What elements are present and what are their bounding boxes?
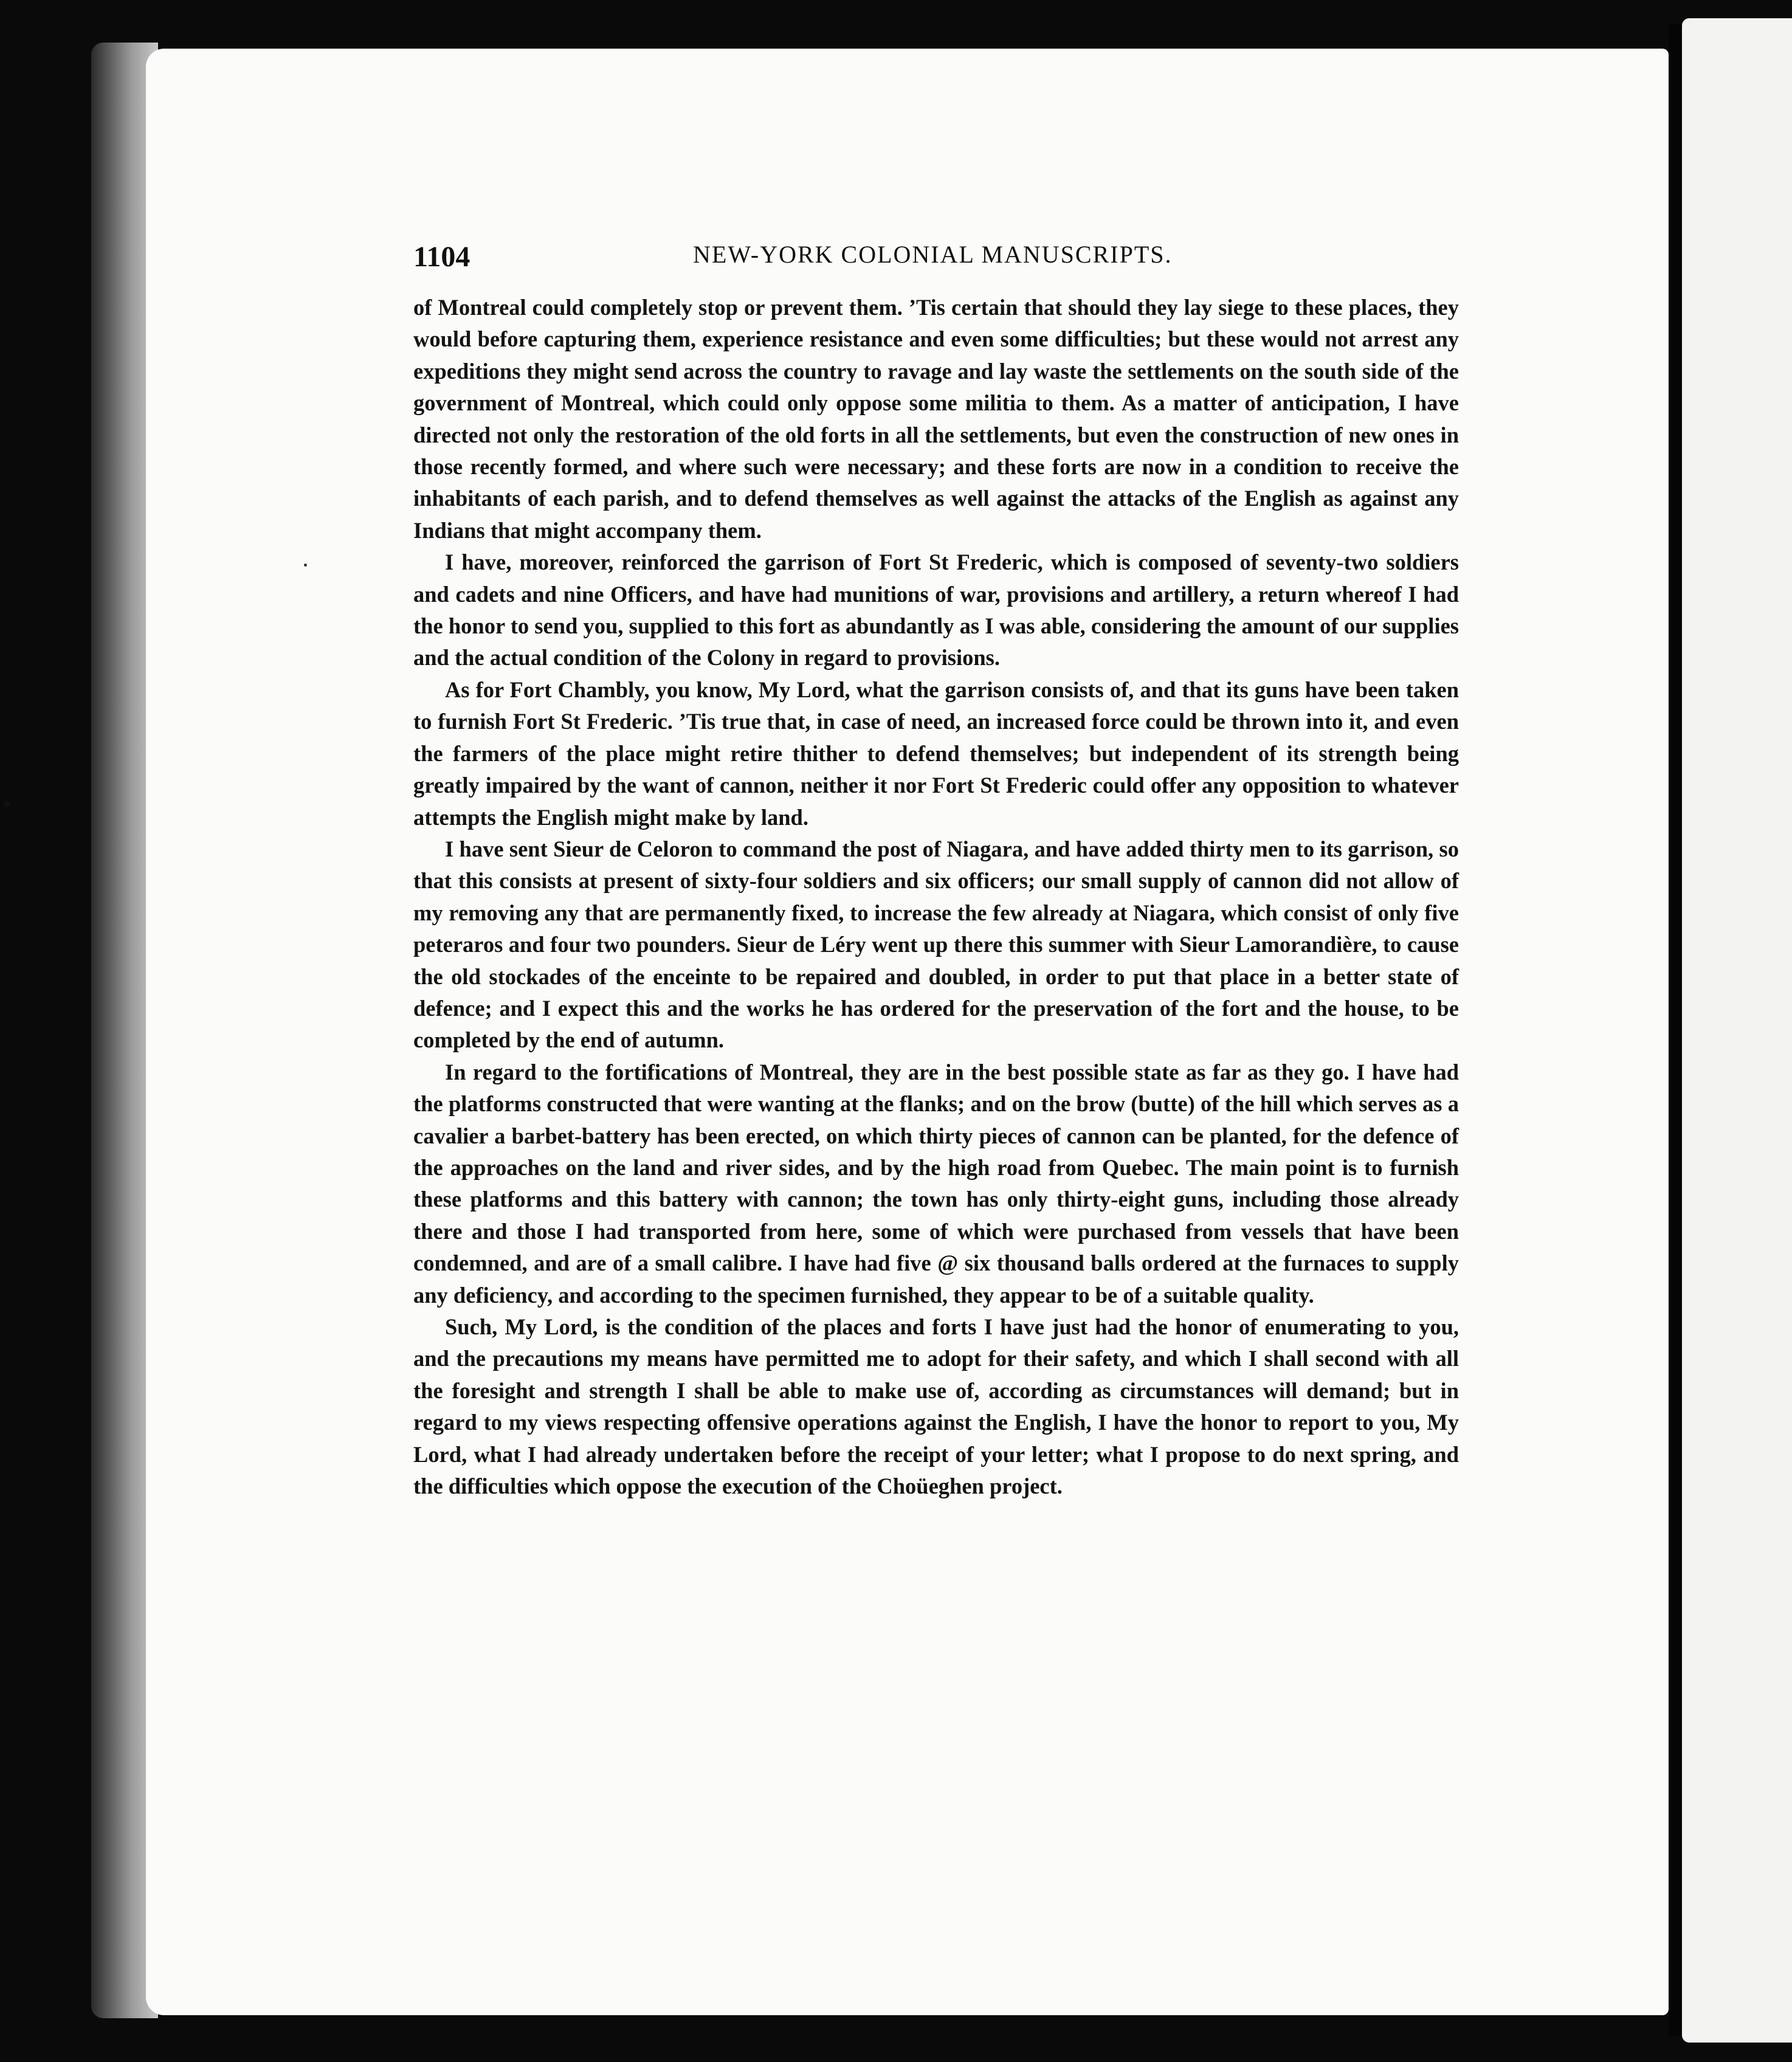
- body-text: [413, 292, 1459, 1502]
- page-number: 1104: [413, 241, 470, 273]
- stray-scan-dot: [304, 564, 307, 567]
- paragraph: I have sent Sieur de Celoron to command the post of Niagara, and have added thirty men to its garrison, so that this consists at present of sixty-four soldiers and six officers; our small supply of cannon did not allow of my removing any that are permanently fixed, to increase the few already at Niagara, which consist of only five peteraros and four two pounders. Sieur de Léry went up there this summer with Sieur Lamorandière, to cause the old stockades of the enceinte to be repaired and doubled, in order to put that place in a better state of defence; and I expect this and the works he has ordered for the preservation of the fort and the house, to be completed by the end of autumn.: [413, 836, 1459, 1053]
- paragraph: Such, My Lord, is the condition of the places and forts I have just had the honor of enumerating to you, and the precautions my means have permitted me to adopt for their safety, and which I shall second with all the foresight and strength I shall be able to make use of, according as circumstances will demand; but in regard to my views respecting offensive operations against the English, I have the honor to report to you, My Lord, what I had already undertaken before the receipt of your letter; what I propose to do next spring, and the difficulties which oppose the execution of the Choüeghen project.: [413, 1314, 1459, 1499]
- paragraph: In regard to the fortifications of Montreal, they are in the best possible state as far as they go. I have had the platforms constructed that were wanting at the flanks; and on the brow (butte) of the hill which serves as a cavalier a barbet-battery has been erected, on which thirty pieces of cannon can be planted, for the defence of the approaches on the land and river sides, and by the high road from Quebec. The main point is to furnish these platforms and this battery with cannon; the town has only thirty-eight guns, including those already there and those I had transported from here, some of which were purchased from vessels that have been condemned, and are of a small calibre. I have had five @ six thousand balls ordered at the furnaces to supply any deficiency, and according to the specimen furnished, they appear to be of a suitable quality.: [413, 1059, 1459, 1308]
- running-title: NEW-YORK COLONIAL MANUSCRIPTS.: [693, 241, 1173, 268]
- stray-scan-mark: [4, 801, 10, 807]
- paragraph: of Montreal could completely stop or prevent them. ’Tis certain that should they lay siege to these places, they would before capturing them, experience resistance and even some difficulties; but these would not arrest any expeditions they might send across the country to ravage and lay waste the settlements on the south side of the government of Montreal, which could only oppose some militia to them. As a matter of anticipation, I have directed not only the restoration of the old forts in all the settlements, but even the construction of new ones in those recently formed, and where such were necessary; and these forts are now in a condition to receive the inhabitants of each parish, and to defend themselves as well against the attacks of the English as against any Indians that might accompany them.: [413, 295, 1459, 543]
- book-gutter: [1669, 24, 1682, 2036]
- page-header: [413, 240, 1617, 277]
- paragraph: I have, moreover, reinforced the garrison of Fort St Frederic, which is composed of seventy-two soldiers and cadets and nine Officers, and have had munitions of war, provisions and artillery, a return whereof I had the honor to send you, supplied to this fort as abundantly as I was able, considering the amount of our supplies and the actual condition of the Colony in regard to provisions.: [413, 550, 1459, 671]
- adjacent-page: [1682, 18, 1792, 2043]
- paragraph: As for Fort Chambly, you know, My Lord, what the garrison consists of, and that its guns have been taken to furnish Fort St Frederic. ’Tis true that, in case of need, an increased force could be thrown into it, and even the farmers of the place might retire thither to defend themselves; but independent of its strength being greatly impaired by the want of cannon, neither it nor Fort St Frederic could offer any opposition to whatever attempts the English might make by land.: [413, 677, 1459, 830]
